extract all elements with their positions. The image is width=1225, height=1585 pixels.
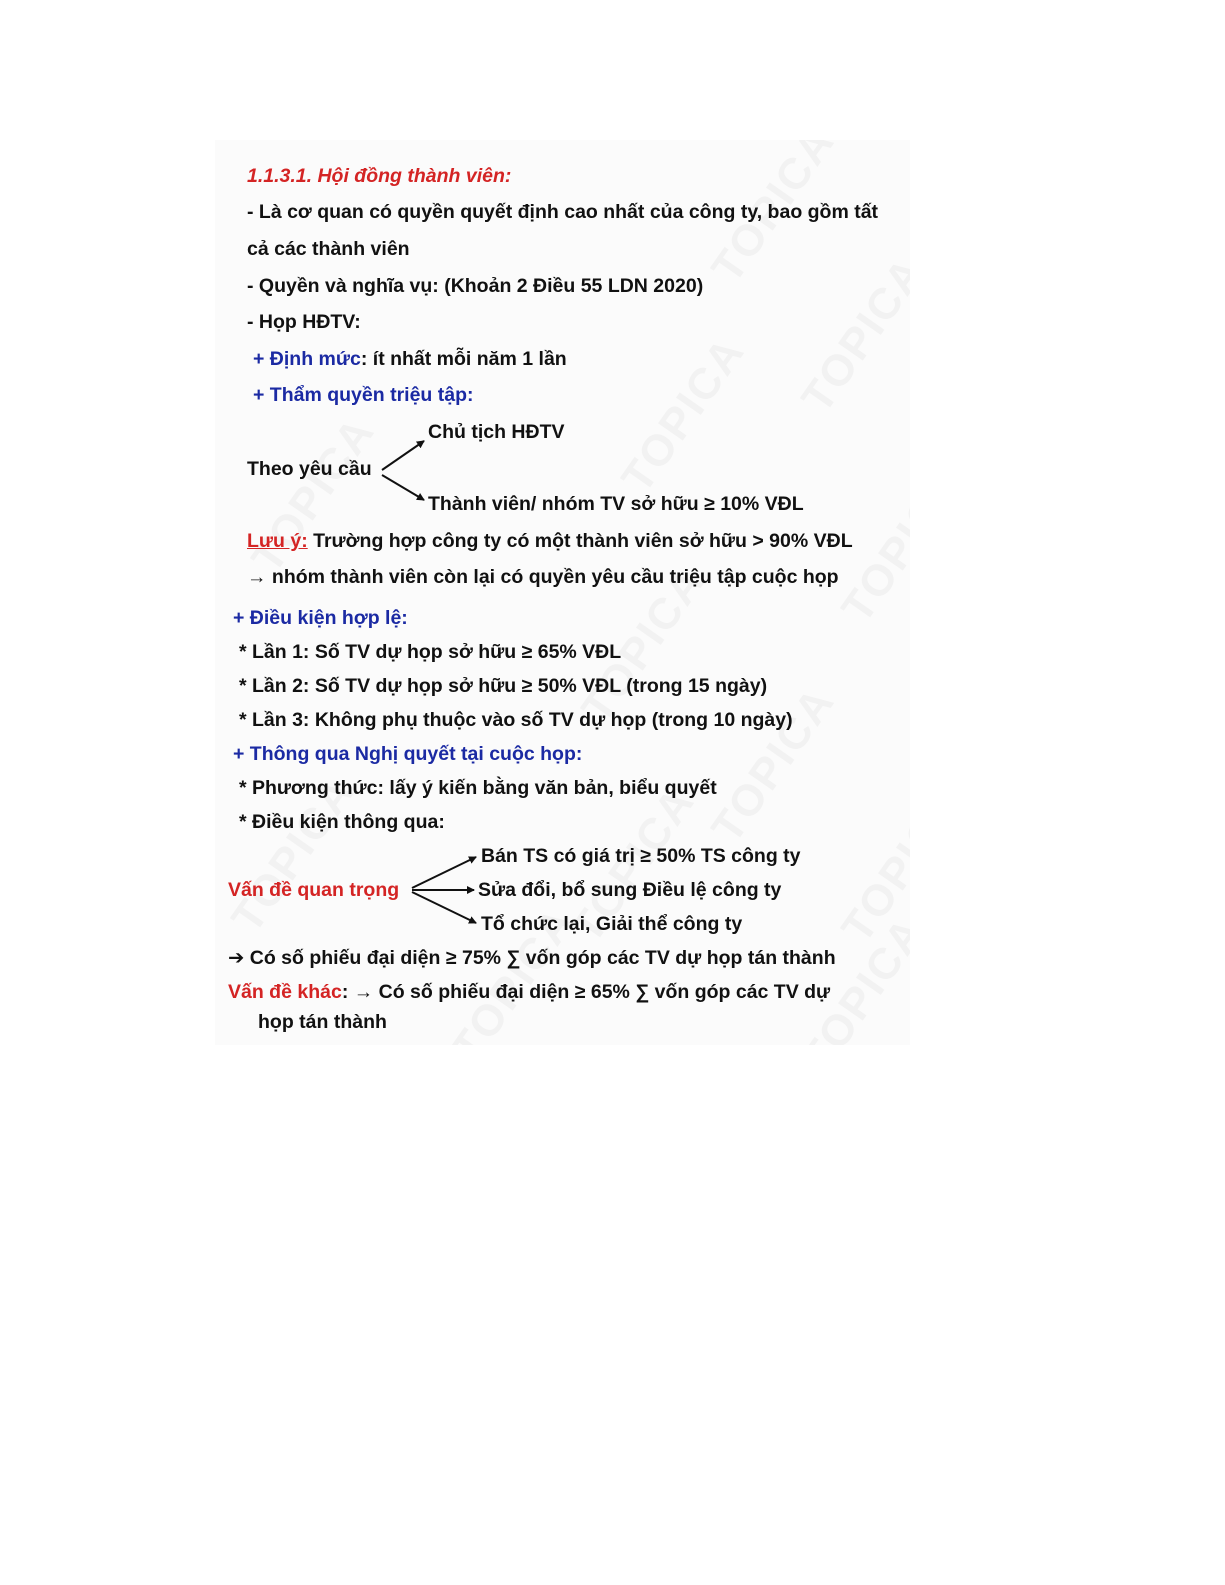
other-issue-label: Vấn đề khác bbox=[228, 981, 342, 1003]
norm-label: + Định mức bbox=[253, 348, 361, 370]
important-branch-reorganize: Tổ chức lại, Giải thể công ty bbox=[481, 913, 743, 935]
validity-heading: + Điều kiện hợp lệ: bbox=[233, 607, 408, 629]
method-line: * Phương thức: lấy ý kiến bằng văn bản, biểu quyết bbox=[239, 777, 717, 799]
watermark bbox=[792, 248, 910, 422]
other-issue-text: : → Có số phiếu đại diện ≥ 65% ∑ vốn góp các TV dự bbox=[341, 981, 831, 1003]
note-consequence: → nhóm thành viên còn lại có quyền yêu cầu triệu tập cuộc họp bbox=[247, 566, 839, 588]
convene-branch-members: Thành viên/ nhóm TV sở hữu ≥ 10% VĐL bbox=[428, 493, 804, 515]
important-result: ➔ Có số phiếu đại diện ≥ 75% ∑ vốn góp các TV dự họp tán thành bbox=[228, 947, 836, 969]
validity-item-2: * Lần 2: Số TV dự họp sở hữu ≥ 50% VĐL (trong 15 ngày) bbox=[239, 675, 768, 697]
other-issue-line-2: họp tán thành bbox=[258, 1011, 387, 1033]
norm-line bbox=[253, 347, 567, 371]
condition-line: * Điều kiện thông qua: bbox=[239, 811, 445, 833]
validity-item-1: * Lần 1: Số TV dự họp sở hữu ≥ 65% VĐL bbox=[239, 641, 622, 663]
convene-heading: + Thẩm quyền triệu tập: bbox=[253, 384, 474, 406]
note-label: Lưu ý: bbox=[247, 530, 308, 552]
validity-item-3: * Lần 3: Không phụ thuộc vào số TV dự họp (trong 10 ngày) bbox=[239, 709, 793, 731]
note-line bbox=[247, 529, 853, 553]
watermark bbox=[242, 408, 385, 582]
watermark bbox=[612, 328, 755, 502]
definition-line-2: cả các thành viên bbox=[247, 238, 410, 260]
important-root: Vấn đề quan trọng bbox=[228, 879, 400, 901]
definition-line-1: - Là cơ quan có quyền quyết định cao nhất của công ty, bao gồm tất bbox=[247, 201, 879, 223]
resolution-heading: + Thông qua Nghị quyết tại cuộc họp: bbox=[233, 743, 583, 765]
watermark bbox=[832, 778, 910, 952]
convene-branch-chairman: Chủ tịch HĐTV bbox=[428, 421, 565, 443]
section-title: 1.1.3.1. Hội đồng thành viên: bbox=[247, 165, 512, 187]
watermark bbox=[792, 908, 910, 1045]
norm-text: : ít nhất mỗi năm 1 lần bbox=[360, 348, 567, 370]
rights-line: - Quyền và nghĩa vụ: (Khoản 2 Điều 55 LDN 2020) bbox=[247, 275, 704, 297]
other-issue-line bbox=[228, 980, 830, 1004]
watermark bbox=[702, 678, 845, 852]
important-branch-asset-sale: Bán TS có giá trị ≥ 50% TS công ty bbox=[481, 845, 801, 867]
meeting-label: - Họp HĐTV: bbox=[247, 311, 361, 333]
important-branch-charter: Sửa đổi, bổ sung Điều lệ công ty bbox=[478, 879, 782, 901]
convene-root: Theo yêu cầu bbox=[247, 458, 372, 480]
note-text: Trường hợp công ty có một thành viên sở hữu > 90% VĐL bbox=[307, 530, 853, 552]
